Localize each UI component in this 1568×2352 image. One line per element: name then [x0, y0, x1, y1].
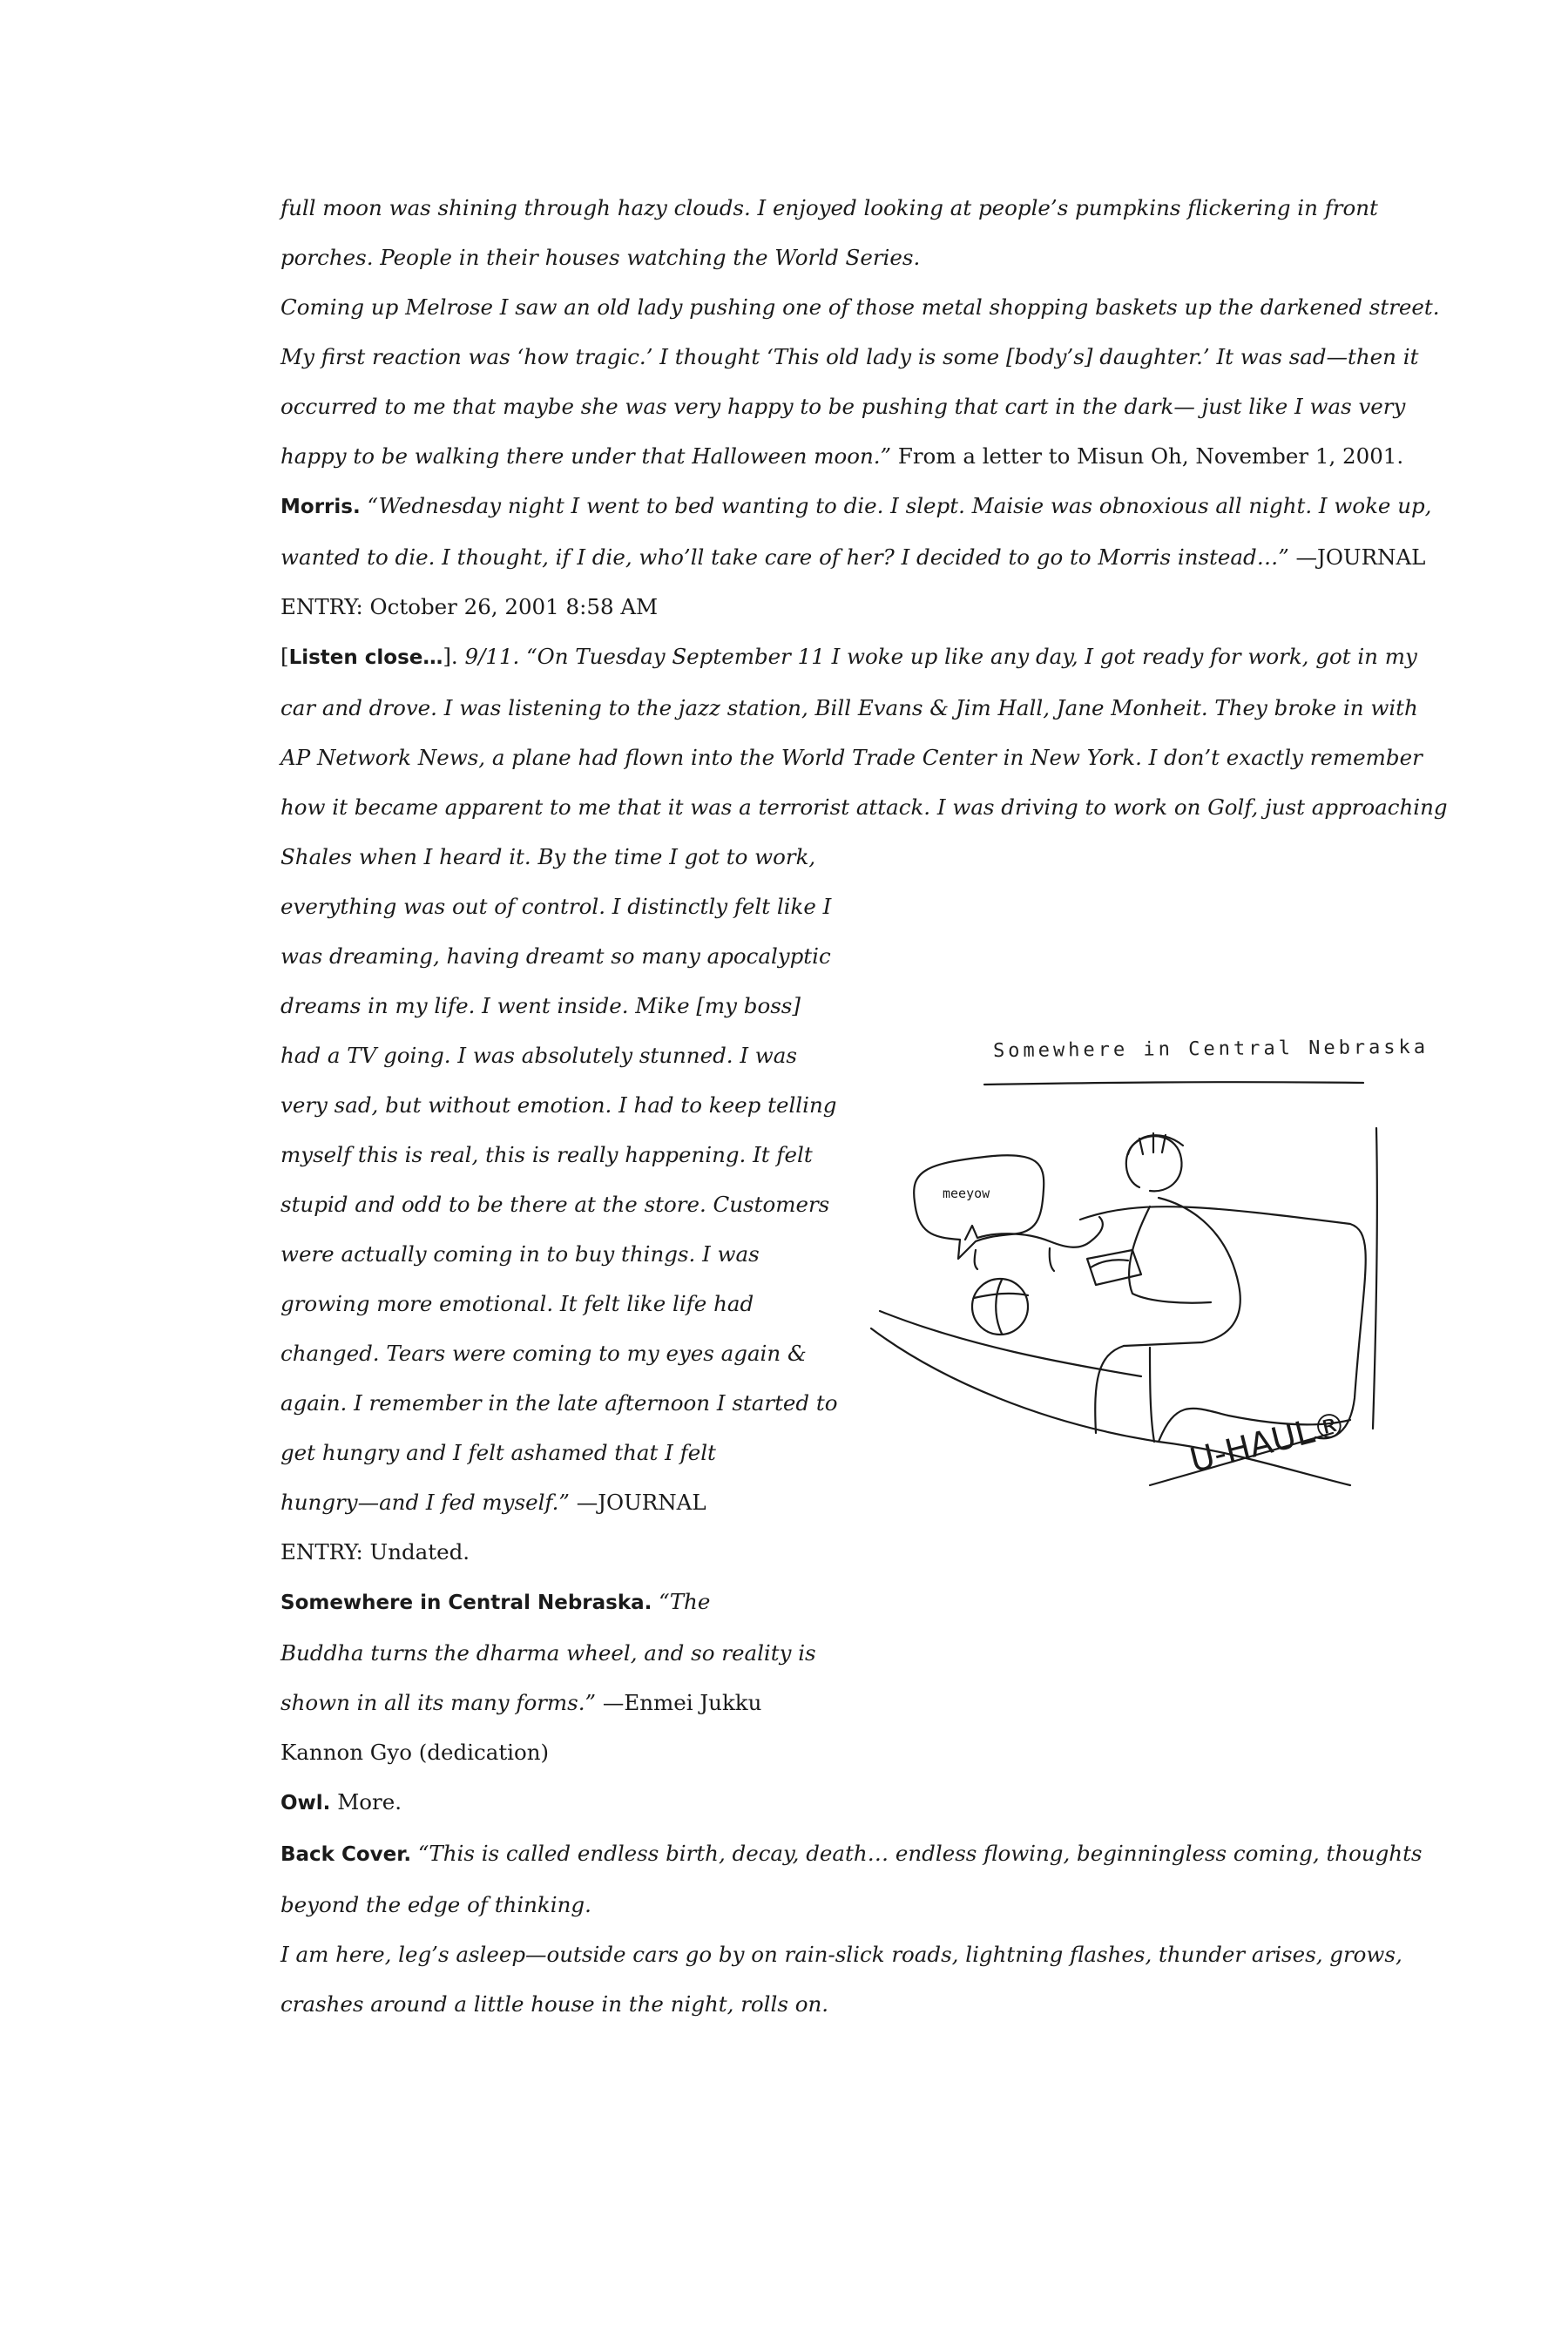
- text-line: [280, 1678, 768, 1727]
- text-line: very sad, but without emotion. I had to keep telling: [280, 1092, 837, 1118]
- source-text: —JOURNAL: [1288, 544, 1426, 570]
- quote-text: 9/11. “On Tuesday September 11 I woke up like any day, I got ready for work, got in my: [464, 644, 1417, 669]
- quote-text: “Wednesday night I went to bed wanting to die. I slept. Maisie was obnoxious all night. I woke up,: [360, 493, 1432, 518]
- text-line: Coming up Melrose I saw an old lady pushing one of those metal shopping baskets up the darkened street.: [280, 294, 1440, 320]
- box-top: [1091, 1260, 1128, 1267]
- text-line: crashes around a little house in the night, rolls on.: [280, 1991, 829, 2017]
- text-line: changed. Tears were coming to my eyes again &: [280, 1341, 807, 1366]
- text-line: porches. People in their houses watching the World Series.: [280, 245, 921, 270]
- text-line: again. I remember in the late afternoon I started to: [280, 1390, 838, 1416]
- text-line: stupid and odd to be there at the store. Customers: [280, 1192, 830, 1217]
- text-line: [280, 1477, 768, 1527]
- entry-heading: Owl.: [280, 1792, 331, 1815]
- person-arm: [1129, 1206, 1211, 1303]
- quote-text: wanted to die. I thought, if I die, who’ll take care of her? I decided to go to Morris instead…”: [280, 544, 1289, 570]
- text-line: get hungry and I felt ashamed that I felt: [280, 1440, 716, 1465]
- entry-heading: Somewhere in Central Nebraska.: [280, 1592, 652, 1614]
- person-legs: [1095, 1346, 1154, 1442]
- illustration-caption: Somewhere in Central Nebraska: [992, 1036, 1429, 1063]
- body-text: More.: [330, 1789, 402, 1815]
- entry-back-cover: [280, 1828, 1423, 1880]
- text-line: ENTRY: October 26, 2001 8:58 AM: [280, 594, 659, 619]
- caption-underline: [984, 1082, 1363, 1085]
- text-line: [280, 431, 1404, 481]
- text-line: AP Network News, a plane had flown into the World Trade Center in New York. I don’t exactly remember: [280, 745, 1423, 770]
- box: [1087, 1250, 1141, 1285]
- text-line: dreams in my life. I went inside. Mike [my boss]: [280, 993, 801, 1018]
- text-line: growing more emotional. It felt like life had: [280, 1291, 754, 1316]
- text-line: car and drove. I was listening to the jazz station, Bill Evans & Jim Hall, Jane Monheit. They broke in with: [280, 695, 1418, 720]
- quote-text: shown in all its many forms.”: [280, 1690, 597, 1715]
- text-line: occurred to me that maybe she was very happy to be pushing that cart in the dark— just like I was very: [280, 394, 1406, 419]
- entry-morris: [280, 481, 1432, 532]
- text-line: had a TV going. I was absolutely stunned. I was: [280, 1043, 797, 1068]
- source-text: —Enmei Jukku: [596, 1690, 762, 1715]
- cat-body: [965, 1217, 1103, 1247]
- speech-text: meeyow: [943, 1186, 990, 1201]
- text-line: Kannon Gyo (dedication): [280, 1740, 550, 1765]
- cat-legs: [975, 1248, 1054, 1271]
- quote-text: happy to be walking there under that Halloween moon.”: [280, 443, 892, 469]
- entry-nebraska: [280, 1577, 768, 1628]
- quote-text: hungry—and I fed myself.”: [280, 1490, 570, 1515]
- floor-line: [871, 1328, 1350, 1485]
- text-line: Buddha turns the dharma wheel, and so reality is: [280, 1640, 816, 1666]
- entry-listen-close: [280, 632, 1417, 683]
- text-line: myself this is real, this is really happening. It felt: [280, 1142, 813, 1167]
- text-line: My first reaction was ‘how tragic.’ I thought ‘This old lady is some [body’s] daughter.’ It was sad—then it: [280, 344, 1419, 369]
- text-line: ENTRY: Undated.: [280, 1539, 470, 1565]
- source-text: —JOURNAL: [569, 1490, 706, 1515]
- source-text: From a letter to Misun Oh, November 1, 2001.: [891, 443, 1404, 469]
- text-line: beyond the edge of thinking.: [280, 1892, 591, 1917]
- text-line: was dreaming, having dreamt so many apocalyptic: [280, 943, 831, 969]
- bracket: [: [280, 644, 289, 669]
- text-line: were actually coming in to buy things. I was: [280, 1241, 760, 1267]
- text-line: how it became apparent to me that it was a terrorist attack. I was driving to work on Golf, just approaching: [280, 794, 1448, 820]
- text-line: everything was out of control. I distinctly felt like I: [280, 894, 832, 919]
- ball: [972, 1279, 1028, 1335]
- quote-text: “This is called endless birth, decay, death… endless flowing, beginningless coming, thoughts: [411, 1841, 1423, 1866]
- seat-outline: [1080, 1206, 1366, 1438]
- quote-text: “The: [652, 1589, 711, 1614]
- entry-owl: [280, 1777, 768, 1828]
- text-line: full moon was shining through hazy clouds. I enjoyed looking at people’s pumpkins flickering in front: [280, 195, 1378, 220]
- speech-bubble: [914, 1155, 1044, 1259]
- text-line: Shales when I heard it. By the time I got to work,: [280, 844, 816, 869]
- narrow-column: [280, 832, 838, 1828]
- bracket: ].: [443, 644, 465, 669]
- entry-heading: Back Cover.: [280, 1843, 412, 1866]
- text-line: [280, 532, 1426, 582]
- illustration-sketch: [862, 1032, 1385, 1572]
- text-line: I am here, leg’s asleep—outside cars go by on rain-slick roads, lightning flashes, thunder arises, grows,: [280, 1942, 1402, 1967]
- seat-back: [1373, 1128, 1377, 1429]
- entry-heading: Listen close…: [288, 646, 443, 669]
- entry-heading: Morris.: [280, 496, 361, 518]
- truck-label: U-HAUL®: [1186, 1403, 1350, 1480]
